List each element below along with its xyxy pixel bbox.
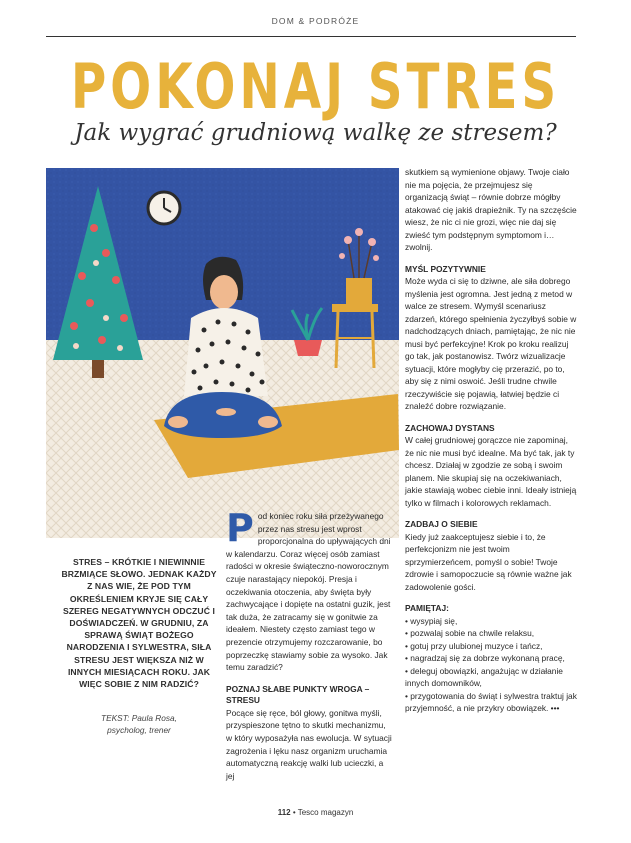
middle-column — [226, 506, 394, 782]
section-body-keep-distance: W całej grudniowej gorączce nie zapominaj, że nic nie musi być idealne. Ma być tak, jak ty chcesz. Działaj w zgodzie ze sobą i swoim planem. Nie skupiaj się na oczekiwaniach, jakie stawiają wobec ciebie inni. Ideały istnieją tylko w filmach i kolorowych reklamach. — [405, 435, 577, 508]
section-heading-self-care: ZADBAJ O SIEBIE — [405, 519, 478, 529]
section-heading-keep-distance: ZACHOWAJ DYSTANS — [405, 422, 495, 433]
section-heading-think-positive: MYŚL POZYTYWNIE — [405, 263, 486, 274]
author-credit — [58, 712, 220, 736]
list-item: • deleguj obowiązki, angażując w działanie innych domowników, — [405, 665, 563, 688]
lead-text: STRES – KRÓTKIE I NIEWINNIE BRZMIĄCE SŁOWO. JEDNAK KAŻDY Z NAS WIE, ŻE POD TYM OKREŚLENIEM KRYJE SIĘ CAŁY SZEREG NEGATYWNYCH ODCZUĆ I DOŚWIADCZEŃ. W GRUDNIU, ZA SPRAWĄ ŚWIĄT BOŻEGO NARODZENIA I SYLWESTRA, SIŁA STRESU JEST WIĘKSZA NIŻ W INNYCH MIESIĄCACH ROKU. JAK WIĘC SOBIE Z NIM RADZIĆ? — [61, 557, 217, 690]
section-body-think-positive: Może wyda ci się to dziwne, ale siła dobrego myślenia jest ogromna. Jest jedną z metod w walce ze stresem. Wymyśl scenariusz zdarzeń, którego spełnienia życzyłbyś sobie w nadchodzących dniach, pamiętając, że nic nie musi być perfekcyjne! Krok po kroku realizuj go tak, jak postanowisz. Twórz wizualizacje sytuacji, które mogłyby cię przerazić, po to, aby się z nimi oswoić. Jeśli trudne chwile rzeczywiście się pojawią, łatwiej będzie ci znaleźć dobre rozwiązanie. — [405, 276, 577, 411]
section-body-self-care: Kiedy już zaakceptujesz siebie i to, że perfekcjonizm nie jest twoim sprzymierzeńcem, pomyśl o sobie! Twoje zdrowie i samopoczucie są równie ważne jak zadowolenie gości. — [405, 531, 572, 592]
list-item: • pozwalaj sobie na chwile relaksu, — [405, 628, 535, 638]
remember-list — [405, 615, 577, 715]
meditation-illustration — [46, 168, 399, 538]
section-label: DOM & PODRÓŻE — [271, 16, 360, 26]
illustration-svg — [46, 168, 399, 538]
page-footer — [0, 808, 631, 817]
section-heading-weak-points: POZNAJ SŁABE PUNKTY WROGA – STRESU — [226, 683, 370, 706]
top-rule — [46, 36, 576, 37]
drop-cap: P — [226, 506, 254, 550]
section-body-continued: skutkiem są wymienione objawy. Twoje ciało nie ma pojęcia, że przejmujesz się organizacją świąt – równie dobrze mógłby atakować cię jakiś drapieżnik. Ty na szczęście wiesz, że nic ci nie grozi, więc nie daj się zwieść tym podstępnym symptomom i… zwolnij. — [405, 167, 577, 252]
magazine-name: • Tesco magazyn — [292, 808, 354, 817]
list-item: • wysypiaj się, — [405, 615, 458, 626]
right-column — [405, 166, 577, 715]
credit-author: TEKST: Paula Rosa, — [101, 713, 177, 724]
intro-paragraph — [226, 506, 394, 674]
list-item: • nagradzaj się za dobrze wykonaną pracę, — [405, 653, 565, 663]
section-heading-remember: PAMIĘTAJ: — [405, 603, 449, 613]
page-title: POKONAJ STRES — [70, 50, 561, 123]
section-body-weak-points: Pocące się ręce, ból głowy, gonitwa myśli, przyspieszone tętno to skutki mechanizmu, w który wyposażyła nas ewolucja. W sytuacji zagrożenia i lęku nasz organizm uruchamia automatyczną reakcję walki lub ucieczki, a jej — [226, 707, 392, 781]
intro-text: od koniec roku siła przeżywanego przez nas stresu jest wprost proporcjonalna do upływających dni w kalendarzu. Coraz więcej osób zamiast radości w okresie świąteczno-noworocznym czuje narastający niepokój. Presja i oczekiwania otoczenia, aby święta były zachwycające i dopięte na ostatni guzik, jest tak duża, że zatracamy się w gonitwie za ideałem. Niestety często zamiast tego w prezencie otrzymujemy rozczarowanie, bo poprzeczkę stawiamy sobie za wysoko. Jak temu zaradzić? — [226, 511, 391, 673]
page-number: 112 — [277, 808, 291, 817]
list-item: • gotuj przy ulubionej muzyce i tańcz, — [405, 640, 543, 651]
credit-role: psycholog, trener — [107, 725, 171, 736]
clock-icon — [148, 192, 180, 224]
list-item: • przygotowania do świąt i sylwestra traktuj jak przyjemność, a nie przykry obowiązek. ••• — [405, 690, 577, 713]
lead-column — [58, 556, 220, 736]
page-subtitle: Jak wygrać grudniową walkę ze stresem? — [74, 120, 557, 146]
